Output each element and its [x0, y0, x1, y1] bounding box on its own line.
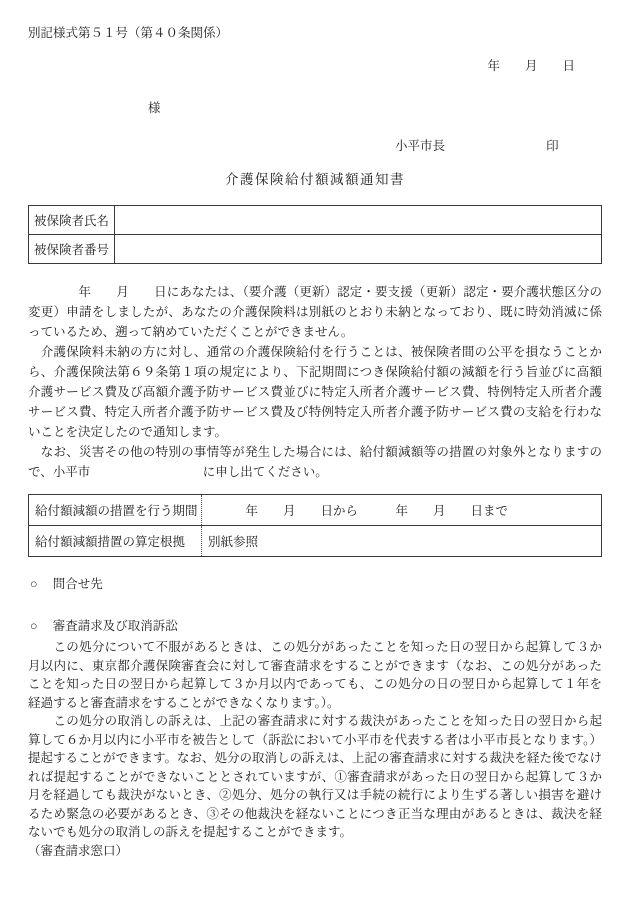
form-number: 別記様式第５１号（第４０条関係） [28, 26, 229, 40]
measure-period-label: 給付額減額の措置を行う期間 [29, 495, 202, 526]
insured-name-value [115, 206, 602, 235]
reduction-measure-table [28, 494, 602, 557]
insured-name-label: 被保険者氏名 [29, 206, 115, 235]
addressee-honorific: 様 [148, 101, 161, 115]
table-row [29, 235, 602, 264]
insured-person-table [28, 205, 602, 264]
body-paragraph-application: 年 月 日にあなたは、（要介護（更新）認定・要支援（更新）認定・要介護状態区分の変更）申請をしましたが、あなたの介護保険料は別紙のとおり未納となっており、既に時効消滅に係っているため、遡って納めていただくことができません。 [28, 285, 602, 339]
calculation-basis-value: 別紙参照 [202, 526, 602, 557]
body-paragraph-decision: 介護保険料未納の方に対し、通常の介護保険給付を行うことは、被保険者間の公平を損なうことから、介護保険法第６９条第１項の規定により、下記期間につき保険給付額の減額を行う旨並びに高額介護サービス費及び高額介護予防サービス費並びに特定入所者介護サービス費、特例特定入所者介護サービス費、特定入所者介護予防サービス費及び特例特定入所者介護予防サービス費の支給を行わないことを決定したので通知します。 [28, 345, 602, 439]
issuer-name: 小平市長 [395, 139, 446, 153]
insured-number-label: 被保険者番号 [29, 235, 115, 264]
circle-marker-icon: ○ [30, 577, 38, 591]
appeal-section-body [28, 638, 602, 860]
contact-heading-label: 問合せ先 [52, 577, 103, 591]
appeal-heading-label: 審査請求及び取消訴訟 [52, 619, 178, 633]
seal-placeholder: 印 [546, 139, 559, 153]
notice-body [28, 282, 602, 482]
document-title: 介護保険給付額減額通知書 [225, 172, 405, 187]
calculation-basis-label: 給付額減額措置の算定根拠 [29, 526, 202, 557]
body-paragraph-exception: なお、災害その他の特別の事情等が発生した場合には、給付額減額等の措置の対象外となりますので、小平市 に申し出てください。 [28, 445, 602, 479]
appeal-paragraph-lawsuit: この処分の取消しの訴えは、上記の審査請求に対する裁決があったことを知った日の翌日から起算して６か月以内に小平市を被告として（訴訟において小平市を代表する者は小平市長となります。）提起することができます。なお、処分の取消しの訴えは、上記の審査請求に対する裁決を経た後でなければ提起することができないこととされていますが、①審査請求があった日の翌日から起算して３か月を経過しても裁決がないとき、②処分、処分の執行又は手続の続行により生ずる著しい損害を避けるため緊急の必要があるとき、③その他裁決を経ないことにつき正当な理由があるときは、裁決を経ないでも処分の取消しの訴えを提起することができます。 [28, 714, 603, 839]
circle-marker-icon: ○ [30, 619, 38, 633]
table-row [29, 526, 602, 557]
insured-number-value [115, 235, 602, 264]
measure-period-value: 年 月 日から 年 月 日まで [202, 495, 602, 526]
issuer-line [395, 138, 630, 155]
review-request-window-note: （審査請求窓口） [28, 843, 129, 858]
appeal-paragraph-review-request: この処分について不服があるときは、この処分があったことを知った日の翌日から起算して３か月以内に、東京都介護保険審査会に対して審査請求をすることができます（なお、この処分があったことを知った日の翌日から起算して３か月以内であっても、この処分の日の翌日から起算して１年を経過すると審査請求をすることができなくなります。）。 [28, 640, 602, 710]
issue-date-blank: 年 月 日 [487, 59, 575, 73]
appeal-section-heading [30, 617, 630, 635]
table-row [29, 495, 602, 526]
table-row [29, 206, 602, 235]
contact-section-heading [30, 575, 630, 593]
